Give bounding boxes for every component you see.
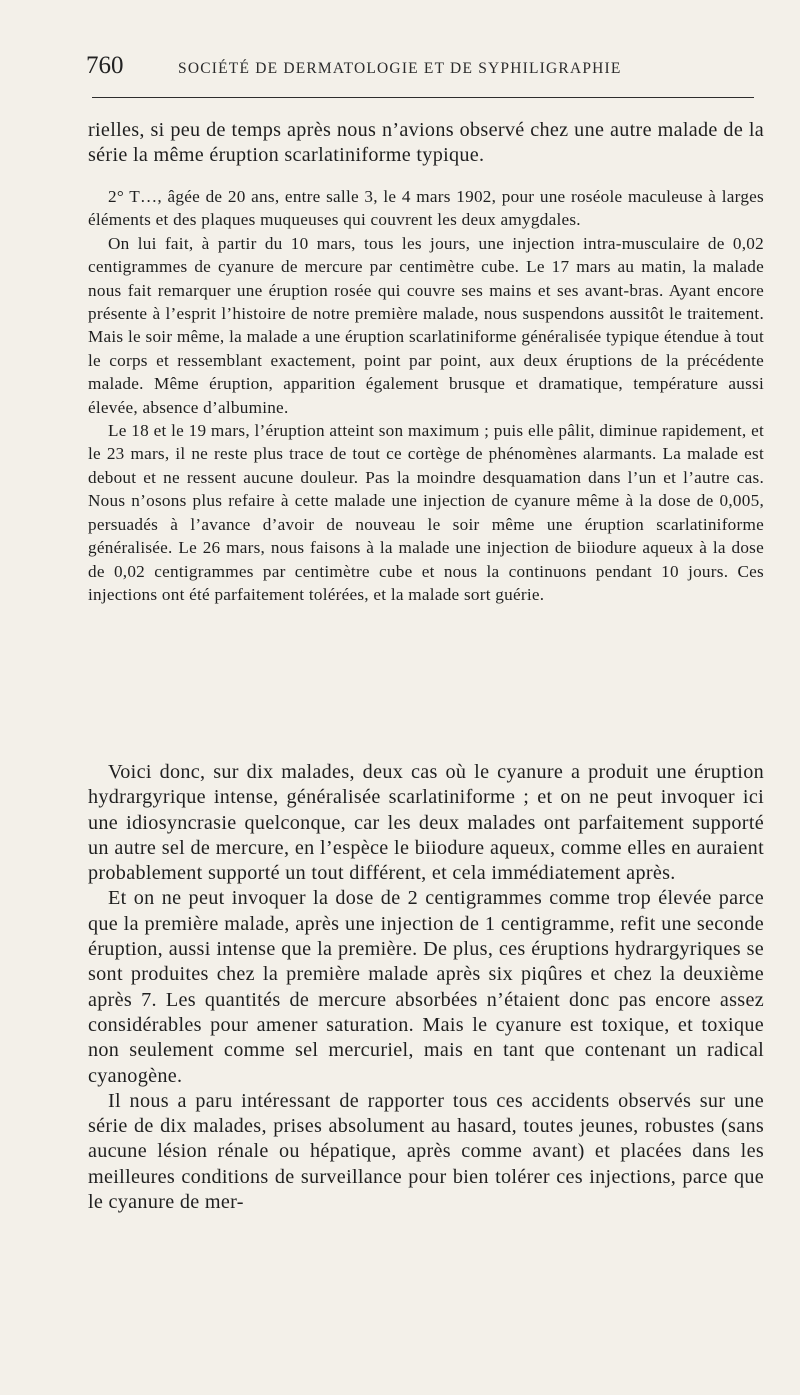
continuation-text (88, 118, 764, 169)
case-report-small-print (88, 185, 764, 606)
paragraph: On lui fait, à partir du 10 mars, tous les jours, une injection intra-musculaire de 0,02 centigrammes de cyanure de mercure par centimètre cube. Le 17 mars au matin, la malade nous fait remarquer une éruption rosée qui couvre ses mains et ses avant-bras. Ayant encore présente à l’esprit l’histoire de notre première malade, nous suspendons aussitôt le traitement. Mais le soir même, la malade a une éruption scarlatiniforme généralisée typique étendue à tout le corps et ressemblant exactement, point par point, aux deux éruptions de la précédente malade. Même éruption, apparition également brusque et dramatique, température aussi élevée, absence d’albumine. (88, 233, 764, 417)
header-rule (92, 97, 754, 98)
page-header (86, 52, 754, 88)
paragraph: Il nous a paru intéressant de rapporter tous ces accidents observés sur une série de dix malades, prises absolument au hasard, toutes jeunes, robustes (sans aucune lésion rénale ou hépatique, après comme avant) et placées dans les meilleures conditions de surveillance pour bien tolérer ces injections, parce que le cyanure de mer- (88, 1089, 764, 1214)
page-number: 760 (86, 52, 124, 79)
running-title: SOCIÉTÉ DE DERMATOLOGIE ET DE SYPHILIGRAPHIE (178, 60, 622, 77)
paragraph: rielles, si peu de temps après nous n’avions observé chez une autre malade de la série la même éruption scarlatiniforme typique. (88, 119, 764, 167)
paragraph: 2° T…, âgée de 20 ans, entre salle 3, le 4 mars 1902, pour une roséole maculeuse à larges éléments et des plaques muqueuses qui couvrent les deux amygdales. (88, 187, 764, 230)
paragraph: Le 18 et le 19 mars, l’éruption atteint son maximum ; puis elle pâlit, diminue rapidement, et le 23 mars, il ne reste plus trace de tout ce cortège de phénomènes alarmants. La malade est debout et ne ressent aucune douleur. Pas la moindre desquamation dans l’un et l’autre cas. Nous n’osons plus refaire à cette malade une injection de cyanure même à la dose de 0,005, persuadés à l’avance d’avoir de nouveau le soir même une éruption scarlatiniforme généralisée. Le 26 mars, nous faisons à la malade une injection de biiodure aqueux à la dose de 0,02 centigrammes par centimètre cube et nous la continuons pendant 10 jours. Ces injections ont été parfaitement tolérées, et la malade sort guérie. (88, 421, 764, 604)
paragraph: Voici donc, sur dix malades, deux cas où le cyanure a produit une éruption hydrargyrique intense, généralisée scarlatiniforme ; et on ne peut invoquer ici une idiosyncrasie quelconque, car les deux malades ont parfaitement supporté un autre sel de mercure, en l’espèce le biiodure aqueux, comme elles en auraient probablement supporté un tout différent, et cela immédiatement après. (88, 761, 764, 885)
paragraph: Et on ne peut invoquer la dose de 2 centigrammes comme trop élevée parce que la première malade, après une injection de 1 centigramme, refit une seconde éruption, aussi intense que la première. De plus, ces éruptions hydrargyriques se sont produites chez la première malade après six piqûres et chez la deuxième après 7. Les quantités de mercure absorbées n’étaient donc pas encore assez considérables pour amener saturation. Mais le cyanure est toxique, et toxique non seulement comme sel mercuriel, mais en tant que contenant un radical cyanogène. (88, 887, 764, 1087)
discussion-text (88, 760, 764, 1215)
